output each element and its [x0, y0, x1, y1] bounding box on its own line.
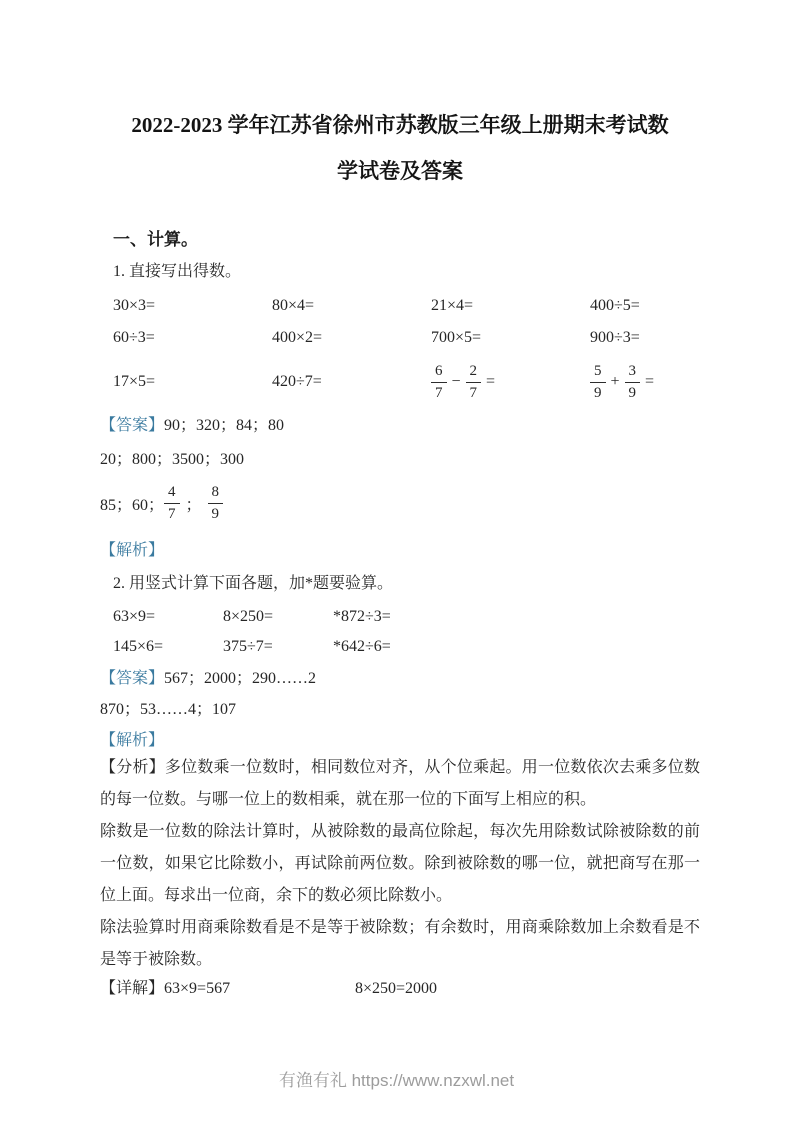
equation: 21×4= [431, 297, 474, 315]
document-content [0, 14, 793, 1000]
equals-sign: = [645, 373, 655, 391]
fraction-denominator: 7 [466, 382, 482, 401]
q2-equation-row-1 [113, 606, 700, 628]
minus-operator: − [451, 373, 461, 391]
answer-label: 【答案】 [100, 417, 165, 435]
fraction-denominator: 9 [625, 382, 641, 401]
q2-detail-line [100, 978, 700, 1000]
document-title [100, 14, 700, 194]
fraction [625, 364, 641, 401]
question-1-label: 1. 直接写出得数。 [113, 263, 242, 281]
q1-equation-row-2 [113, 327, 700, 349]
q2-analysis-body [100, 752, 700, 976]
title-line-1: 2022-2023 学年江苏省徐州市苏教版三年级上册期末考试数 [131, 113, 669, 138]
analysis-paragraph-1: 【分析】多位数乘一位数时，相同数位对齐，从个位乘起。用一位数依次去乘多位数的每一位数。与哪一位上的数相乘，就在那一位的下面写上相应的积。 [100, 759, 700, 809]
equation: *642÷6= [333, 638, 391, 656]
fraction-numerator: 8 [211, 483, 220, 500]
fraction-denominator: 7 [164, 503, 180, 522]
equation: 30×3= [113, 297, 156, 315]
question-2-label: 2. 用竖式计算下面各题，加*题要验算。 [113, 575, 394, 593]
fraction [466, 364, 482, 401]
detail-equation-1 [100, 978, 355, 1000]
q1-answer-line-3 [100, 478, 700, 528]
equation-fraction-subtraction [431, 364, 590, 401]
q1-answer-line-1 [100, 415, 700, 437]
equation: 420÷7= [272, 373, 322, 391]
answer-label: 【答案】 [100, 670, 165, 688]
fraction-denominator: 9 [590, 382, 606, 401]
detail-label: 【详解】 [100, 980, 165, 998]
analysis-paragraph-2: 除数是一位数的除法计算时，从被除数的最高位除起，每次先用除数试除被除数的前一位数，如果它比除数小，再试除前两位数。除到被除数的哪一位，就把商写在那一位上面。每求出一位商，余下的数必须比除数小。 [100, 823, 700, 905]
equation: 145×6= [113, 638, 164, 656]
detail-equation-2: 8×250=2000 [355, 980, 438, 998]
separator: ； [185, 496, 202, 514]
answer-values: 90；320；84；80 [164, 417, 285, 435]
equation-result: 63×9=567 [164, 980, 231, 998]
equation: 17×5= [113, 373, 156, 391]
fraction-numerator: 4 [168, 483, 176, 500]
equation: *872÷3= [333, 608, 391, 626]
fraction [431, 364, 447, 401]
equation: 375÷7= [223, 638, 273, 656]
fraction-numerator: 2 [469, 362, 478, 379]
section-heading-calculation: 一、计算。 [113, 230, 198, 250]
fraction-numerator: 5 [594, 362, 602, 379]
fraction-numerator: 3 [628, 362, 637, 379]
answer-values: 567；2000；290……2 [164, 670, 317, 688]
q2-analysis-label: 【解析】 [100, 732, 165, 750]
fraction [164, 485, 180, 522]
q1-analysis-label: 【解析】 [100, 542, 165, 560]
fraction-denominator: 9 [208, 503, 224, 522]
answer-values: 85；60； [100, 496, 165, 514]
analysis-paragraph-3: 除法验算时用商乘除数看是不是等于被除数；有余数时，用商乘除数加上余数看是不是等于被除数。 [100, 919, 700, 969]
equals-sign: = [486, 373, 496, 391]
equation-fraction-addition [590, 364, 749, 401]
q1-equation-row-3 [113, 357, 700, 407]
equation: 700×5= [431, 329, 482, 347]
footer-watermark: 有渔有礼 https://www.nzxwl.net [278, 1071, 515, 1090]
fraction-numerator: 6 [435, 362, 443, 379]
fraction [590, 364, 606, 401]
equation: 60÷3= [113, 329, 155, 347]
plus-operator: + [610, 373, 620, 391]
equation: 63×9= [113, 608, 156, 626]
title-line-2: 学试卷及答案 [337, 159, 463, 184]
equation: 400÷5= [590, 297, 640, 315]
q1-equation-row-1 [113, 295, 700, 317]
fraction [208, 485, 224, 522]
fraction-denominator: 7 [431, 382, 447, 401]
q2-answer-line-2: 870；53……4；107 [100, 701, 237, 719]
q2-answer-line-1 [100, 668, 700, 690]
equation: 900÷3= [590, 329, 640, 347]
q1-answer-line-2: 20；800；3500；300 [100, 451, 245, 469]
q2-equation-row-2 [113, 636, 700, 658]
equation: 8×250= [223, 608, 274, 626]
equation: 80×4= [272, 297, 315, 315]
equation: 400×2= [272, 329, 323, 347]
